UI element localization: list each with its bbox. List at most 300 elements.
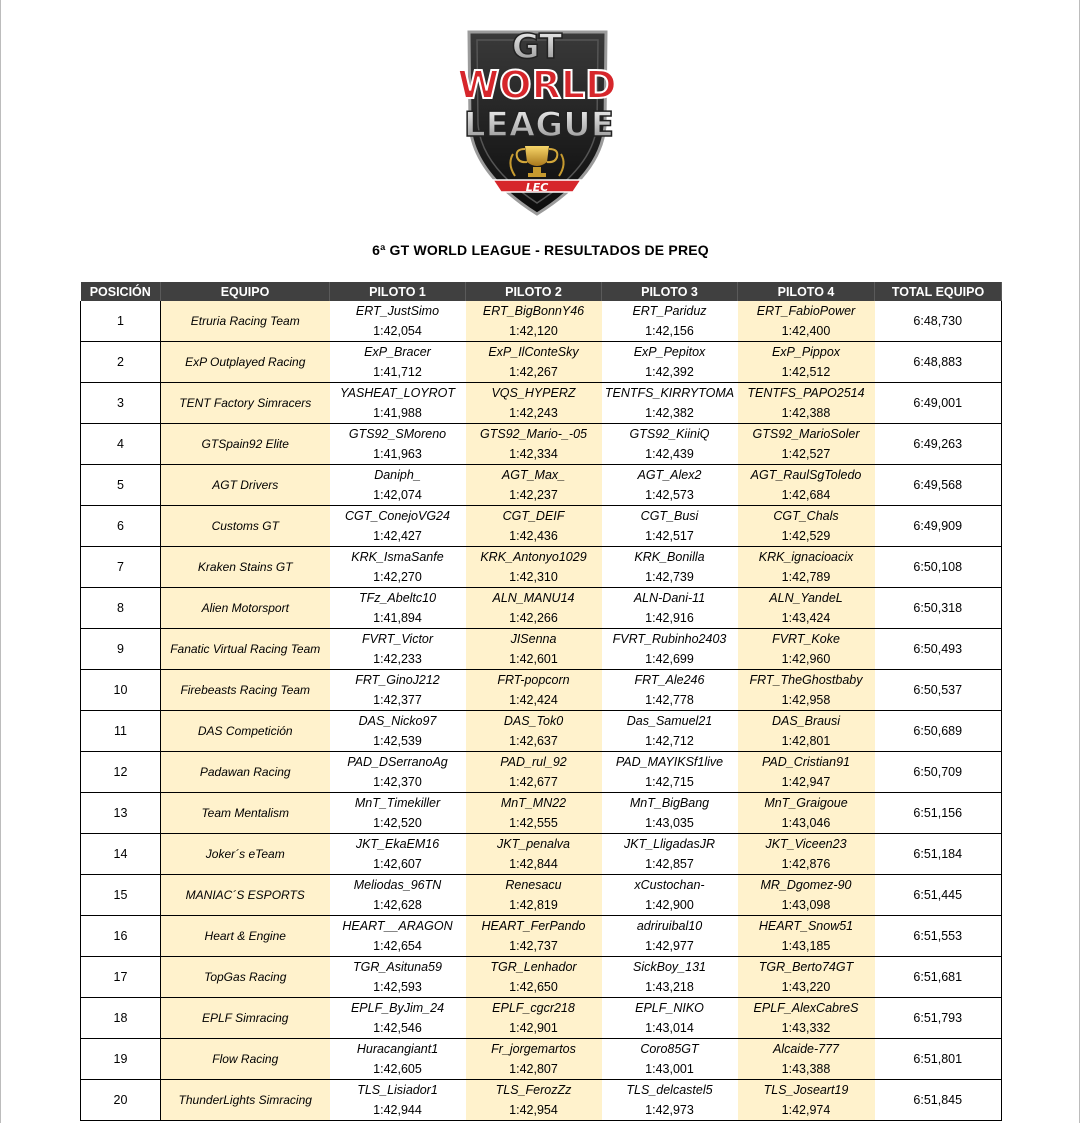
driver-name: JKT_LligadasJR xyxy=(623,837,715,851)
lap-time: 1:42,334 xyxy=(509,447,558,461)
lap-time: 1:42,789 xyxy=(781,570,831,584)
driver-1-cell xyxy=(330,1080,466,1121)
lap-time: 1:42,593 xyxy=(373,980,422,994)
lap-time: 1:42,857 xyxy=(645,857,694,871)
team-cell: AGT Drivers xyxy=(161,465,330,506)
lap-time: 1:43,098 xyxy=(781,898,831,912)
driver-4-cell xyxy=(738,793,875,834)
driver-3-cell xyxy=(602,1039,738,1080)
driver-name: HEART__ARAGON xyxy=(342,919,453,933)
position-cell: 13 xyxy=(81,793,161,834)
table-row xyxy=(81,342,1002,383)
lap-time: 1:42,778 xyxy=(645,693,694,707)
driver-name: MnT_BigBang xyxy=(629,796,710,810)
lap-time: 1:42,270 xyxy=(373,570,422,584)
team-total-cell: 6:50,108 xyxy=(875,547,1002,588)
lap-time: 1:42,520 xyxy=(373,816,422,830)
lap-time: 1:42,960 xyxy=(781,652,831,666)
lap-time: 1:42,120 xyxy=(509,324,558,338)
driver-name: HEART_Snow51 xyxy=(758,919,854,933)
driver-name: CGT_ConejoVG24 xyxy=(345,509,450,523)
lap-time: 1:43,001 xyxy=(645,1062,694,1076)
driver-3-cell xyxy=(602,998,738,1039)
lap-time: 1:41,963 xyxy=(373,447,422,461)
team-total-cell: 6:50,689 xyxy=(875,711,1002,752)
driver-3-cell xyxy=(602,424,738,465)
position-cell: 20 xyxy=(81,1080,161,1121)
driver-name: JKT_EkaEM16 xyxy=(355,837,440,851)
table-row xyxy=(81,670,1002,711)
team-total-cell: 6:50,318 xyxy=(875,588,1002,629)
driver-2-cell xyxy=(466,506,602,547)
driver-name: MnT_Timekiller xyxy=(354,796,441,810)
team-total-cell: 6:50,709 xyxy=(875,752,1002,793)
driver-2-cell xyxy=(466,383,602,424)
driver-name: ExP_Pippox xyxy=(771,345,841,359)
driver-name: TFz_Abeltc10 xyxy=(358,591,437,605)
team-total-cell: 6:50,537 xyxy=(875,670,1002,711)
driver-2-cell xyxy=(466,916,602,957)
lap-time: 1:43,185 xyxy=(781,939,831,953)
driver-name: AGT_RaulSgToledo xyxy=(750,468,862,482)
driver-2-cell xyxy=(466,957,602,998)
driver-3-cell xyxy=(602,301,738,342)
logo-gt-text: GT xyxy=(511,27,563,67)
driver-name: Meliodas_96TN xyxy=(353,878,442,892)
driver-3-cell xyxy=(602,1080,738,1121)
driver-4-cell xyxy=(738,752,875,793)
driver-2-cell xyxy=(466,1039,602,1080)
driver-name: MnT_Graigoue xyxy=(764,796,848,810)
driver-1-cell xyxy=(330,383,466,424)
driver-4-cell xyxy=(738,465,875,506)
lap-time: 1:43,218 xyxy=(645,980,694,994)
driver-4-cell xyxy=(738,588,875,629)
driver-name: ExP_Bracer xyxy=(364,345,431,359)
lap-time: 1:42,844 xyxy=(509,857,558,871)
driver-1-cell xyxy=(330,629,466,670)
driver-name: ExP_IlConteSky xyxy=(488,345,579,359)
team-cell: EPLF Simracing xyxy=(161,998,330,1039)
driver-2-cell xyxy=(466,998,602,1039)
position-cell: 16 xyxy=(81,916,161,957)
lap-time: 1:43,220 xyxy=(781,980,831,994)
driver-name: MR_Dgomez-90 xyxy=(760,878,852,892)
driver-name: Coro85GT xyxy=(640,1042,699,1056)
driver-name: Renesacu xyxy=(505,878,562,892)
table-row xyxy=(81,588,1002,629)
driver-2-cell xyxy=(466,629,602,670)
driver-3-cell xyxy=(602,506,738,547)
lap-time: 1:41,894 xyxy=(373,611,422,625)
team-total-cell: 6:49,568 xyxy=(875,465,1002,506)
lap-time: 1:42,539 xyxy=(373,734,422,748)
driver-name: GTS92_SMoreno xyxy=(348,427,447,441)
logo-world-text: WORLD xyxy=(457,63,617,107)
lap-time: 1:43,014 xyxy=(645,1021,694,1035)
driver-name: JISenna xyxy=(510,632,557,646)
driver-name: FRT_GinoJ212 xyxy=(355,673,440,687)
logo-lec-text: LEC xyxy=(525,181,549,194)
driver-3-cell xyxy=(602,793,738,834)
driver-name: EPLF_AlexCabreS xyxy=(753,1001,859,1015)
driver-1-cell xyxy=(330,711,466,752)
table-row xyxy=(81,957,1002,998)
position-cell: 3 xyxy=(81,383,161,424)
driver-name: KRK_Antonyo1029 xyxy=(480,550,587,564)
driver-1-cell xyxy=(330,301,466,342)
driver-name: MnT_MN22 xyxy=(500,796,567,810)
lap-time: 1:42,054 xyxy=(373,324,422,338)
driver-4-cell xyxy=(738,670,875,711)
driver-3-cell xyxy=(602,711,738,752)
position-cell: 9 xyxy=(81,629,161,670)
driver-1-cell xyxy=(330,834,466,875)
team-cell: MANIAC´S ESPORTS xyxy=(161,875,330,916)
table-row xyxy=(81,834,1002,875)
team-total-cell: 6:48,730 xyxy=(875,301,1002,342)
team-total-cell: 6:51,793 xyxy=(875,998,1002,1039)
results-body xyxy=(81,301,1002,1121)
driver-3-cell xyxy=(602,342,738,383)
lap-time: 1:42,637 xyxy=(509,734,558,748)
driver-name: ExP_Pepitox xyxy=(633,345,706,359)
lap-time: 1:42,944 xyxy=(373,1103,422,1117)
driver-name: EPLF_ByJim_24 xyxy=(350,1001,445,1015)
driver-name: xCustochan- xyxy=(634,878,705,892)
driver-name: FVRT_Rubinho2403 xyxy=(612,632,727,646)
header-position: POSICIÓN xyxy=(81,282,161,301)
team-cell: Etruria Racing Team xyxy=(161,301,330,342)
driver-name: GTS92_Mario-_-05 xyxy=(480,427,587,441)
lap-time: 1:42,388 xyxy=(781,406,831,420)
driver-name: TGR_Berto74GT xyxy=(758,960,854,974)
driver-name: ERT_FabioPower xyxy=(756,304,856,318)
driver-4-cell xyxy=(738,998,875,1039)
lap-time: 1:43,046 xyxy=(781,816,831,830)
lap-time: 1:42,517 xyxy=(645,529,694,543)
lap-time: 1:42,370 xyxy=(373,775,422,789)
lap-time: 1:41,988 xyxy=(373,406,422,420)
driver-3-cell xyxy=(602,547,738,588)
driver-2-cell xyxy=(466,342,602,383)
driver-2-cell xyxy=(466,301,602,342)
driver-name: TENTFS_KIRRYTOMA xyxy=(604,386,735,400)
table-row xyxy=(81,465,1002,506)
driver-4-cell xyxy=(738,547,875,588)
driver-name: DAS_Brausi xyxy=(771,714,841,728)
lap-time: 1:42,801 xyxy=(781,734,831,748)
team-total-cell: 6:49,909 xyxy=(875,506,1002,547)
team-cell: Team Mentalism xyxy=(161,793,330,834)
driver-name: JKT_penalva xyxy=(497,837,570,851)
driver-3-cell xyxy=(602,383,738,424)
page-border-right xyxy=(1079,0,1080,1123)
lap-time: 1:42,684 xyxy=(781,488,831,502)
driver-name: ERT_Pariduz xyxy=(632,304,707,318)
lap-time: 1:42,074 xyxy=(373,488,422,502)
position-cell: 8 xyxy=(81,588,161,629)
driver-2-cell xyxy=(466,465,602,506)
header-driver-2: PILOTO 2 xyxy=(466,282,602,301)
driver-name: GTS92_MarioSoler xyxy=(752,427,860,441)
driver-name: AGT_Max_ xyxy=(501,468,566,482)
driver-name: PAD_MAYIKSf1live xyxy=(615,755,724,769)
header-driver-1: PILOTO 1 xyxy=(330,282,466,301)
lap-time: 1:42,677 xyxy=(509,775,558,789)
driver-name: FRT_TheGhostbaby xyxy=(749,673,863,687)
lap-time: 1:42,712 xyxy=(645,734,694,748)
lap-time: 1:42,876 xyxy=(781,857,831,871)
table-row xyxy=(81,547,1002,588)
driver-name: TLS_delcastel5 xyxy=(626,1083,713,1097)
driver-1-cell xyxy=(330,957,466,998)
driver-4-cell xyxy=(738,916,875,957)
lap-time: 1:42,377 xyxy=(373,693,422,707)
driver-2-cell xyxy=(466,670,602,711)
driver-1-cell xyxy=(330,670,466,711)
table-row xyxy=(81,1080,1002,1121)
table-row xyxy=(81,793,1002,834)
driver-3-cell xyxy=(602,957,738,998)
driver-3-cell xyxy=(602,629,738,670)
driver-4-cell xyxy=(738,875,875,916)
team-cell: Padawan Racing xyxy=(161,752,330,793)
header-row xyxy=(81,282,1002,301)
results-table xyxy=(80,282,1002,1121)
team-total-cell: 6:51,184 xyxy=(875,834,1002,875)
table-row xyxy=(81,424,1002,465)
lap-time: 1:42,819 xyxy=(509,898,558,912)
lap-time: 1:43,388 xyxy=(781,1062,831,1076)
lap-time: 1:42,555 xyxy=(509,816,558,830)
driver-name: Alcaide-777 xyxy=(772,1042,839,1056)
lap-time: 1:42,310 xyxy=(509,570,558,584)
lap-time: 1:43,035 xyxy=(645,816,694,830)
lap-time: 1:42,916 xyxy=(645,611,694,625)
driver-name: EPLF_cgcr218 xyxy=(492,1001,575,1015)
driver-3-cell xyxy=(602,875,738,916)
lap-time: 1:42,715 xyxy=(645,775,694,789)
driver-name: AGT_Alex2 xyxy=(637,468,702,482)
driver-name: PAD_DSerranoAg xyxy=(347,755,448,769)
driver-2-cell xyxy=(466,424,602,465)
team-cell: Fanatic Virtual Racing Team xyxy=(161,629,330,670)
driver-name: FRT_Ale246 xyxy=(634,673,705,687)
lap-time: 1:42,699 xyxy=(645,652,694,666)
lap-time: 1:42,243 xyxy=(509,406,558,420)
driver-2-cell xyxy=(466,711,602,752)
team-cell: Heart & Engine xyxy=(161,916,330,957)
team-cell: Flow Racing xyxy=(161,1039,330,1080)
driver-4-cell xyxy=(738,383,875,424)
header-driver-4: PILOTO 4 xyxy=(738,282,875,301)
driver-name: KRK_Bonilla xyxy=(634,550,705,564)
gt-world-league-logo xyxy=(455,14,620,219)
table-row xyxy=(81,998,1002,1039)
driver-4-cell xyxy=(738,1039,875,1080)
table-row xyxy=(81,383,1002,424)
driver-4-cell xyxy=(738,1080,875,1121)
position-cell: 17 xyxy=(81,957,161,998)
driver-name: ALN-Dani-11 xyxy=(633,591,706,605)
driver-name: CGT_DEIF xyxy=(502,509,565,523)
table-row xyxy=(81,301,1002,342)
driver-1-cell xyxy=(330,465,466,506)
position-cell: 2 xyxy=(81,342,161,383)
driver-name: CGT_Chals xyxy=(773,509,839,523)
driver-4-cell xyxy=(738,342,875,383)
position-cell: 4 xyxy=(81,424,161,465)
driver-4-cell xyxy=(738,629,875,670)
driver-1-cell xyxy=(330,793,466,834)
header-total: TOTAL EQUIPO xyxy=(875,282,1002,301)
driver-name: FVRT_Koke xyxy=(772,632,840,646)
lap-time: 1:42,650 xyxy=(509,980,558,994)
lap-time: 1:42,947 xyxy=(781,775,831,789)
driver-4-cell xyxy=(738,301,875,342)
driver-name: Fr_jorgemartos xyxy=(491,1042,576,1056)
lap-time: 1:42,977 xyxy=(645,939,694,953)
position-cell: 18 xyxy=(81,998,161,1039)
lap-time: 1:42,973 xyxy=(645,1103,694,1117)
team-cell: Joker´s eTeam xyxy=(161,834,330,875)
lap-time: 1:42,424 xyxy=(509,693,558,707)
driver-3-cell xyxy=(602,916,738,957)
driver-name: ALN_MANU14 xyxy=(492,591,575,605)
driver-name: TGR_Asituna59 xyxy=(353,960,442,974)
lap-time: 1:42,601 xyxy=(509,652,558,666)
driver-name: FRT-popcorn xyxy=(497,673,570,687)
driver-name: VQS_HYPERZ xyxy=(491,386,576,400)
driver-name: ALN_YandeL xyxy=(769,591,843,605)
table-row xyxy=(81,711,1002,752)
lap-time: 1:42,156 xyxy=(645,324,694,338)
team-total-cell: 6:51,801 xyxy=(875,1039,1002,1080)
driver-name: PAD_rul_92 xyxy=(500,755,567,769)
lap-time: 1:43,332 xyxy=(781,1021,831,1035)
lap-time: 1:42,527 xyxy=(781,447,831,461)
lap-time: 1:42,901 xyxy=(509,1021,558,1035)
driver-2-cell xyxy=(466,1080,602,1121)
lap-time: 1:42,382 xyxy=(645,406,694,420)
lap-time: 1:43,424 xyxy=(781,611,831,625)
driver-2-cell xyxy=(466,547,602,588)
driver-name: Huracangiant1 xyxy=(356,1042,439,1056)
lap-time: 1:42,737 xyxy=(509,939,558,953)
driver-name: ERT_JustSimo xyxy=(355,304,440,318)
table-row xyxy=(81,916,1002,957)
team-cell: DAS Competición xyxy=(161,711,330,752)
lap-time: 1:41,712 xyxy=(373,365,422,379)
driver-name: HEART_FerPando xyxy=(481,919,586,933)
driver-1-cell xyxy=(330,424,466,465)
lap-time: 1:42,436 xyxy=(509,529,558,543)
driver-name: KRK_ignacioacix xyxy=(758,550,854,564)
driver-3-cell xyxy=(602,752,738,793)
lap-time: 1:42,739 xyxy=(645,570,694,584)
team-cell: ThunderLights Simracing xyxy=(161,1080,330,1121)
driver-name: Daniph_ xyxy=(374,468,421,482)
team-total-cell: 6:51,445 xyxy=(875,875,1002,916)
lap-time: 1:42,512 xyxy=(781,365,831,379)
team-total-cell: 6:51,845 xyxy=(875,1080,1002,1121)
driver-3-cell xyxy=(602,588,738,629)
lap-time: 1:42,900 xyxy=(645,898,694,912)
driver-name: GTS92_KiiniQ xyxy=(629,427,710,441)
team-cell: GTSpain92 Elite xyxy=(161,424,330,465)
lap-time: 1:42,954 xyxy=(509,1103,558,1117)
driver-1-cell xyxy=(330,875,466,916)
table-row xyxy=(81,506,1002,547)
driver-name: PAD_Cristian91 xyxy=(761,755,850,769)
position-cell: 15 xyxy=(81,875,161,916)
header-team: EQUIPO xyxy=(161,282,330,301)
team-cell: Firebeasts Racing Team xyxy=(161,670,330,711)
lap-time: 1:42,266 xyxy=(509,611,558,625)
position-cell: 19 xyxy=(81,1039,161,1080)
driver-name: TLS_Lisiador1 xyxy=(357,1083,438,1097)
table-row xyxy=(81,752,1002,793)
driver-name: SickBoy_131 xyxy=(633,960,706,974)
driver-3-cell xyxy=(602,834,738,875)
driver-name: FVRT_Victor xyxy=(361,632,434,646)
driver-1-cell xyxy=(330,547,466,588)
lap-time: 1:42,439 xyxy=(645,447,694,461)
driver-1-cell xyxy=(330,1039,466,1080)
team-total-cell: 6:48,883 xyxy=(875,342,1002,383)
lap-time: 1:42,974 xyxy=(781,1103,831,1117)
lap-time: 1:42,628 xyxy=(373,898,422,912)
team-total-cell: 6:51,156 xyxy=(875,793,1002,834)
driver-3-cell xyxy=(602,465,738,506)
driver-name: EPLF_NIKO xyxy=(635,1001,704,1015)
driver-4-cell xyxy=(738,424,875,465)
lap-time: 1:42,233 xyxy=(373,652,422,666)
team-cell: Alien Motorsport xyxy=(161,588,330,629)
lap-time: 1:42,237 xyxy=(509,488,558,502)
position-cell: 11 xyxy=(81,711,161,752)
team-cell: TENT Factory Simracers xyxy=(161,383,330,424)
driver-2-cell xyxy=(466,875,602,916)
team-cell: ExP Outplayed Racing xyxy=(161,342,330,383)
lap-time: 1:42,546 xyxy=(373,1021,422,1035)
team-cell: TopGas Racing xyxy=(161,957,330,998)
position-cell: 12 xyxy=(81,752,161,793)
driver-4-cell xyxy=(738,834,875,875)
driver-3-cell xyxy=(602,670,738,711)
driver-4-cell xyxy=(738,506,875,547)
driver-name: TGR_Lenhador xyxy=(490,960,577,974)
driver-4-cell xyxy=(738,957,875,998)
driver-name: TLS_Joseart19 xyxy=(763,1083,849,1097)
position-cell: 10 xyxy=(81,670,161,711)
team-total-cell: 6:50,493 xyxy=(875,629,1002,670)
team-cell: Kraken Stains GT xyxy=(161,547,330,588)
logo-league-text: LEAGUE xyxy=(464,105,614,145)
team-total-cell: 6:51,681 xyxy=(875,957,1002,998)
driver-name: DAS_Nicko97 xyxy=(358,714,437,728)
table-row xyxy=(81,1039,1002,1080)
driver-2-cell xyxy=(466,588,602,629)
team-total-cell: 6:51,553 xyxy=(875,916,1002,957)
driver-1-cell xyxy=(330,752,466,793)
lap-time: 1:42,400 xyxy=(781,324,831,338)
lap-time: 1:42,607 xyxy=(373,857,422,871)
lap-time: 1:42,573 xyxy=(645,488,694,502)
driver-name: KRK_IsmaSanfe xyxy=(351,550,444,564)
header-driver-3: PILOTO 3 xyxy=(602,282,738,301)
